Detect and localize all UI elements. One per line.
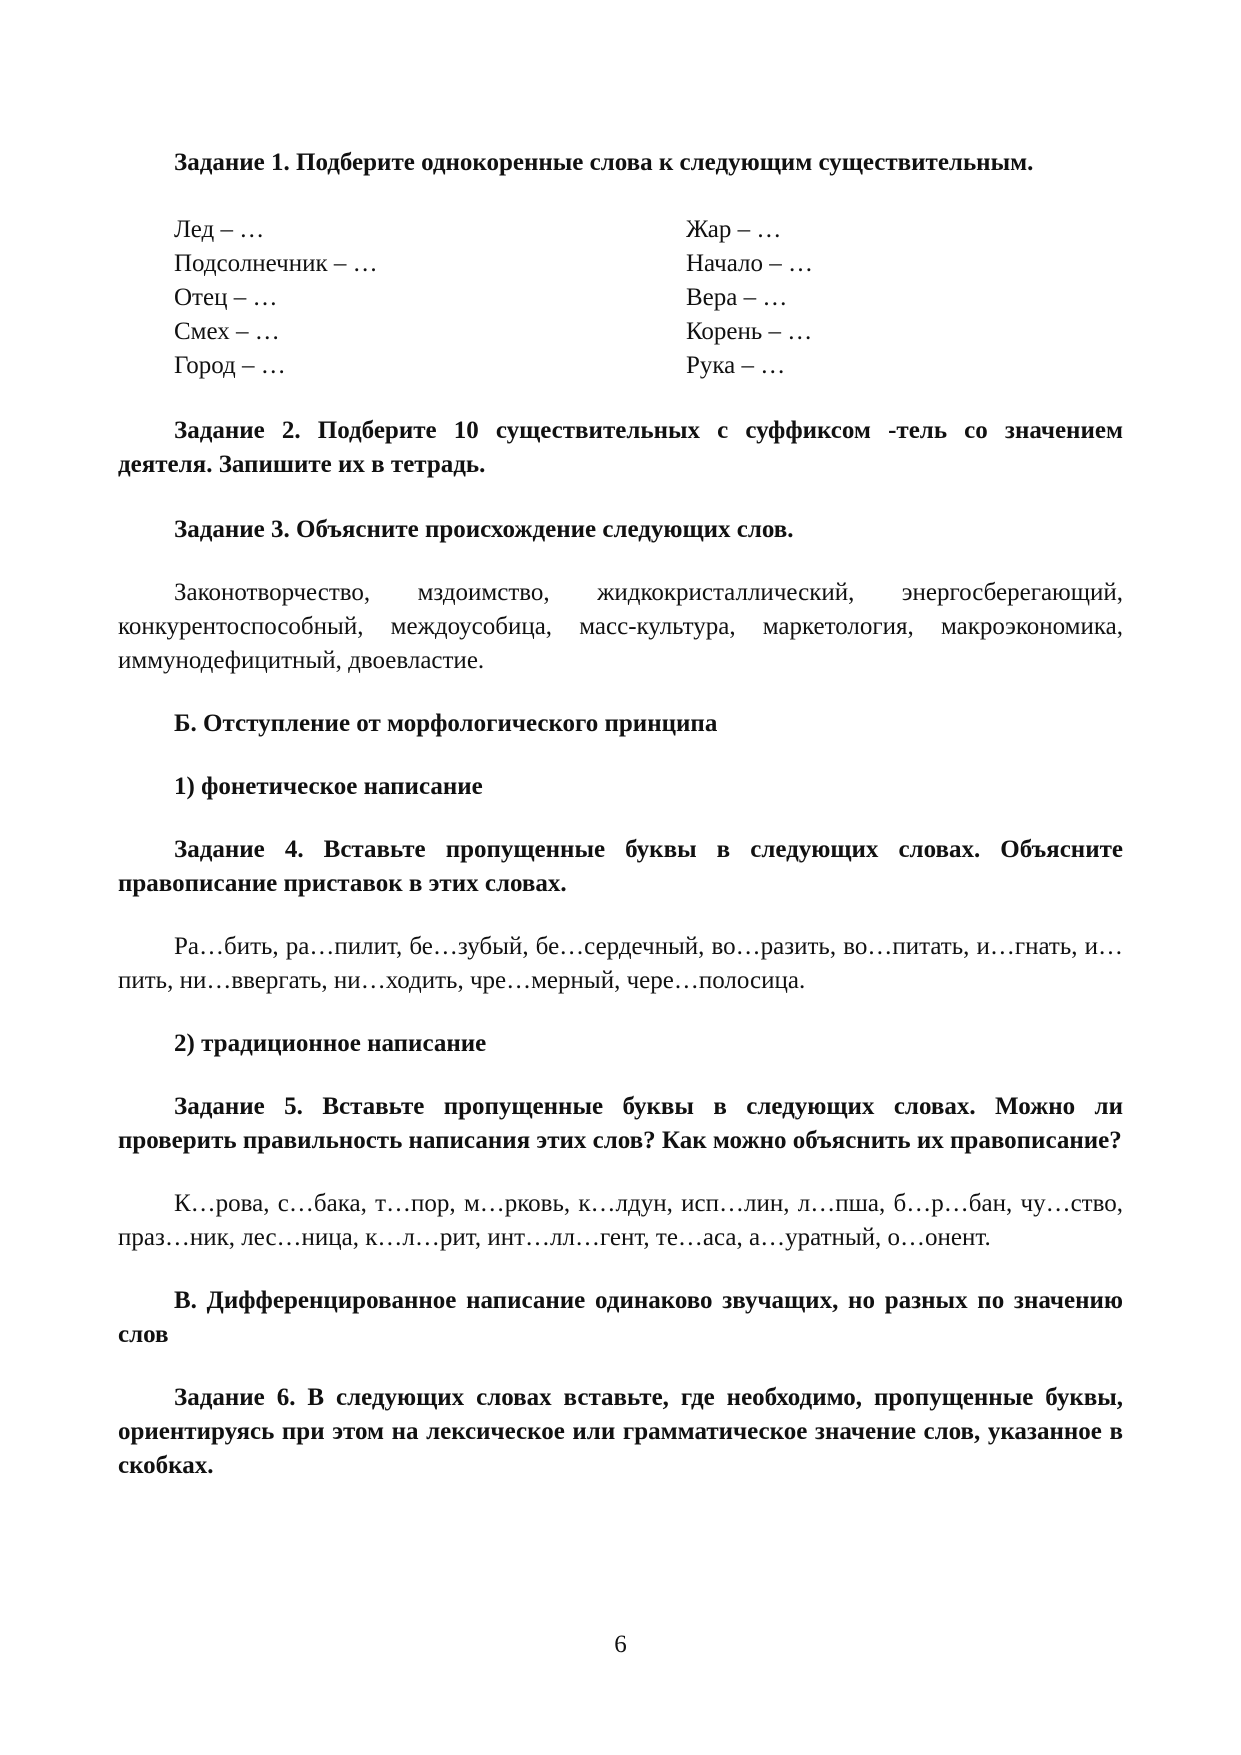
- task4-title: Задание 4. Вставьте пропущенные буквы в следующих словах. Объясните правописание приставок в этих словах.: [118, 836, 1123, 897]
- task1-word-list: [118, 213, 1123, 383]
- task5-text: К…рова, с…бака, т…пор, м…рковь, к…лдун, исп…лин, л…пша, б…р…бан, чу…ство, праз…ник, лес…ница, к…л…рит, инт…лл…гент, те…аса, а…уратный, о…онент.: [118, 1190, 1123, 1251]
- task2-title: Задание 2. Подберите 10 существительных с суффиксом -тель со значением деятеля. Запишите их в тетрадь.: [118, 417, 1123, 478]
- list-item: Подсолнечник – …: [174, 250, 378, 277]
- page-content: [118, 146, 1123, 1483]
- list-item: Смех – …: [174, 318, 280, 345]
- section-b-subheading-phonetic: 1) фонетическое написание: [174, 773, 483, 800]
- task6-title: Задание 6. В следующих словах вставьте, где необходимо, пропущенные буквы, ориентируясь при этом на лексическое или грамматическое значение слов, указанное в скобках.: [118, 1384, 1123, 1479]
- list-item: Лед – …: [174, 216, 265, 243]
- task1-right-column: [634, 213, 813, 383]
- list-item: Жар – …: [686, 216, 782, 243]
- task5-title: Задание 5. Вставьте пропущенные буквы в следующих словах. Можно ли проверить правильность написания этих слов? Как можно объяснить их правописание?: [118, 1093, 1123, 1154]
- list-item: Корень – …: [686, 318, 813, 345]
- list-item: Рука – …: [686, 352, 786, 379]
- task1-title: Задание 1. Подберите однокоренные слова к следующим существительным.: [174, 149, 1034, 176]
- page-number: 6: [614, 1631, 627, 1658]
- task1-left-column: [118, 213, 634, 383]
- task3-text: Законотворчество, мздоимство, жидкокристаллический, энергосберегающий, конкурентоспособный, междоусобица, масс-культура, маркетология, макроэкономика, иммунодефицитный, двоевластие.: [118, 579, 1123, 674]
- list-item: Отец – …: [174, 284, 278, 311]
- list-item: Начало – …: [686, 250, 814, 277]
- section-v-heading: В. Дифференцированное написание одинаково звучащих, но разных по значению слов: [118, 1287, 1123, 1348]
- section-b-subheading-traditional: 2) традиционное написание: [174, 1030, 487, 1057]
- list-item: Вера – …: [686, 284, 788, 311]
- task4-text: Ра…бить, ра…пилит, бе…зубый, бе…сердечный, во…разить, во…питать, и…гнать, и…пить, ни…ввергать, ни…ходить, чре…мерный, чере…полосица.: [118, 933, 1123, 994]
- task3-title: Задание 3. Объясните происхождение следующих слов.: [174, 516, 794, 543]
- section-b-heading: Б. Отступление от морфологического принципа: [174, 710, 718, 737]
- list-item: Город – …: [174, 352, 286, 379]
